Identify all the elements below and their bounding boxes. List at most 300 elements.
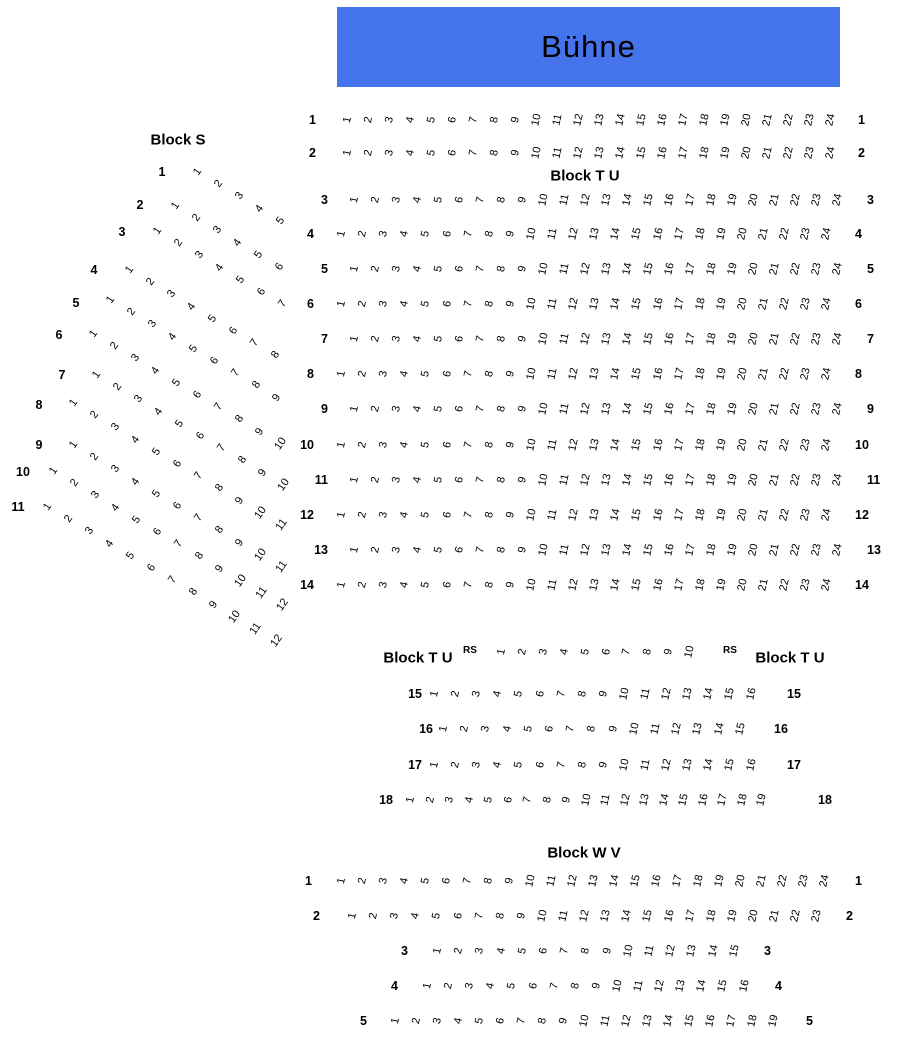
seat-number: 13 bbox=[587, 507, 602, 523]
seat-number: 1 bbox=[46, 464, 61, 477]
seat-number: 3 bbox=[131, 393, 145, 406]
seat-number: 2 bbox=[171, 236, 186, 249]
seat-number: 4 bbox=[411, 195, 425, 205]
seat-number: 1 bbox=[150, 224, 165, 237]
seat-number: 10 bbox=[617, 686, 632, 702]
seat-number: 9 bbox=[600, 946, 614, 956]
seat-number: 6 bbox=[453, 404, 467, 414]
seat-number: 3 bbox=[232, 190, 246, 203]
seat-number: 15 bbox=[727, 943, 742, 959]
seat-number: 6 bbox=[537, 946, 551, 956]
seat-number: 8 bbox=[482, 299, 496, 309]
seat-number: 1 bbox=[335, 369, 349, 379]
seat-number: 1 bbox=[335, 510, 349, 520]
seat-number: 5 bbox=[425, 148, 439, 158]
seat-number: 19 bbox=[718, 145, 733, 161]
seat-number: 15 bbox=[629, 437, 645, 453]
seat-number: 2 bbox=[189, 211, 204, 224]
seat-number: 2 bbox=[362, 148, 376, 158]
seat-number: 8 bbox=[192, 550, 206, 563]
seat-number: 13 bbox=[684, 943, 700, 959]
seat-number: 5 bbox=[419, 229, 433, 239]
seat-number: 19 bbox=[754, 792, 769, 808]
row-label-right: 8 bbox=[855, 366, 862, 381]
seat-number: 23 bbox=[809, 401, 824, 417]
seat-number: 6 bbox=[440, 580, 454, 590]
seat-number: 21 bbox=[756, 226, 771, 242]
seat-number: 23 bbox=[809, 261, 824, 277]
seat-number: 19 bbox=[725, 192, 740, 208]
seat-number: 14 bbox=[608, 296, 623, 312]
row-label-left: 10 bbox=[300, 437, 314, 452]
seat-number: 15 bbox=[641, 192, 656, 208]
row-label-left: 14 bbox=[300, 577, 314, 592]
seat-number: 10 bbox=[523, 873, 538, 889]
seat-number: 15 bbox=[682, 1013, 697, 1029]
row-label-left: 8 bbox=[307, 366, 314, 381]
seat-number: 20 bbox=[746, 542, 761, 558]
seat-number: 1 bbox=[335, 876, 349, 886]
seat-number: 12 bbox=[578, 472, 593, 488]
seat-number: 12 bbox=[571, 112, 586, 128]
seat-number: 5 bbox=[432, 475, 446, 485]
seat-number: 14 bbox=[701, 757, 716, 773]
seat-number: 11 bbox=[556, 909, 571, 923]
row-label-left: 13 bbox=[314, 542, 328, 557]
seat-number: 23 bbox=[809, 472, 824, 488]
seat-number: 14 bbox=[620, 401, 635, 417]
seat-number: 3 bbox=[164, 288, 178, 301]
seat-number: 9 bbox=[516, 475, 530, 485]
seat-number: 17 bbox=[683, 261, 698, 277]
seat-number: 12 bbox=[659, 757, 674, 773]
seat-number: 5 bbox=[274, 214, 288, 227]
seat-number: 11 bbox=[545, 508, 560, 522]
seat-number: 11 bbox=[544, 874, 559, 888]
seat-number: 18 bbox=[704, 401, 719, 417]
seat-number: 4 bbox=[491, 689, 505, 699]
row-label-right: 4 bbox=[855, 226, 862, 241]
seat-number: 17 bbox=[671, 507, 687, 523]
seat-number: 3 bbox=[108, 421, 122, 434]
seat-number: 10 bbox=[536, 401, 551, 417]
seat-number: 22 bbox=[788, 192, 803, 208]
seat-number: 21 bbox=[767, 331, 782, 347]
seat-number: 12 bbox=[578, 331, 593, 347]
seat-number: 2 bbox=[356, 299, 370, 309]
seat-number: 10 bbox=[524, 437, 539, 453]
seat-number: 1 bbox=[66, 438, 81, 451]
seat-number: 4 bbox=[452, 1016, 466, 1026]
seat-number: 9 bbox=[516, 545, 530, 555]
seat-number: 18 bbox=[691, 873, 706, 889]
seat-number: 17 bbox=[670, 873, 685, 889]
seat-number: 22 bbox=[777, 577, 792, 593]
row-label-right: 2 bbox=[858, 145, 865, 160]
seat-number: 20 bbox=[739, 112, 754, 128]
row-label-right: 3 bbox=[867, 192, 874, 207]
row-label-left: 1 bbox=[158, 164, 166, 179]
row-label-right: 2 bbox=[846, 908, 853, 923]
seat-number: 3 bbox=[377, 510, 391, 520]
seat-number: 5 bbox=[425, 115, 439, 125]
seat-number: 8 bbox=[495, 334, 509, 344]
seat-number: 8 bbox=[575, 760, 589, 770]
seat-number: 16 bbox=[661, 908, 677, 924]
seat-number: 22 bbox=[788, 542, 803, 558]
seat-number: 15 bbox=[641, 542, 656, 558]
seat-number: 23 bbox=[809, 908, 824, 924]
seat-number: 22 bbox=[788, 261, 803, 277]
seat-number: 2 bbox=[423, 795, 437, 805]
row-label-right: 14 bbox=[855, 577, 869, 592]
seat-number: 3 bbox=[383, 115, 397, 125]
seat-number: 24 bbox=[830, 331, 845, 347]
seat-number: 5 bbox=[432, 334, 446, 344]
seat-number: 19 bbox=[714, 437, 729, 453]
seat-number: 7 bbox=[467, 148, 481, 158]
seat-number: 4 bbox=[409, 911, 423, 921]
seat-number: 17 bbox=[671, 296, 687, 312]
row-label-left: 18 bbox=[379, 792, 393, 807]
seat-number: 6 bbox=[451, 911, 465, 921]
seat-number: 9 bbox=[516, 195, 530, 205]
seat-number: 14 bbox=[661, 1013, 676, 1029]
seat-number: 13 bbox=[592, 112, 607, 128]
seat-number: 15 bbox=[634, 112, 649, 128]
seat-number: 9 bbox=[589, 981, 603, 991]
seat-number: 20 bbox=[746, 331, 761, 347]
seat-number: 8 bbox=[488, 148, 502, 158]
seat-number: 15 bbox=[715, 978, 731, 994]
seat-number: 7 bbox=[474, 545, 488, 555]
seat-number: 8 bbox=[495, 404, 509, 414]
seat-number: 22 bbox=[788, 908, 803, 924]
seat-number: 3 bbox=[536, 647, 550, 657]
seat-number: 1 bbox=[348, 334, 362, 344]
seat-number: 6 bbox=[207, 354, 222, 367]
seat-number: 24 bbox=[819, 577, 834, 593]
seat-number: 16 bbox=[650, 507, 666, 523]
seat-number: 11 bbox=[631, 979, 646, 993]
seat-number: 3 bbox=[390, 475, 404, 485]
seat-number: 11 bbox=[638, 758, 653, 772]
seat-number: 12 bbox=[578, 261, 593, 277]
seat-number: 2 bbox=[107, 339, 122, 352]
seat-number: 3 bbox=[390, 404, 404, 414]
seat-number: 10 bbox=[578, 792, 594, 808]
seat-number: 15 bbox=[629, 507, 645, 523]
seat-number: 7 bbox=[467, 115, 481, 125]
row-label-left: 4 bbox=[307, 226, 314, 241]
seat-number: 5 bbox=[150, 445, 164, 458]
row-label-left: 7 bbox=[58, 367, 66, 382]
seat-number: 11 bbox=[557, 193, 572, 207]
seat-number: 9 bbox=[503, 876, 517, 886]
seat-number: 5 bbox=[419, 876, 433, 886]
seat-number: 6 bbox=[254, 285, 269, 298]
seat-number: 17 bbox=[676, 145, 691, 161]
row-label-left: 12 bbox=[300, 507, 314, 522]
seat-number: 9 bbox=[596, 760, 610, 770]
seat-number: 7 bbox=[461, 299, 475, 309]
seat-number: 18 bbox=[697, 112, 712, 128]
row-label-left: 6 bbox=[55, 327, 63, 342]
seat-number: 22 bbox=[788, 331, 803, 347]
seat-number: 7 bbox=[461, 876, 475, 886]
block-tu-title: Block T U bbox=[550, 167, 620, 185]
seat-number: 16 bbox=[655, 112, 670, 128]
seat-number: 5 bbox=[419, 369, 433, 379]
seat-number: 18 bbox=[704, 908, 719, 924]
seat-number: 22 bbox=[777, 296, 792, 312]
seat-number: 7 bbox=[461, 440, 475, 450]
seat-number: 21 bbox=[767, 542, 782, 558]
row-label-left: 9 bbox=[35, 437, 43, 452]
seat-number: 16 bbox=[662, 472, 677, 488]
seat-number: 2 bbox=[356, 580, 370, 590]
seat-number: 14 bbox=[608, 366, 623, 382]
seat-number: 8 bbox=[268, 349, 282, 362]
seat-number: 14 bbox=[608, 226, 623, 242]
seat-number: 6 bbox=[440, 369, 454, 379]
seat-number: 23 bbox=[802, 145, 817, 161]
seat-number: 11 bbox=[247, 620, 264, 637]
seat-number: 13 bbox=[680, 757, 695, 773]
seat-number: 23 bbox=[798, 366, 813, 382]
seat-number: 2 bbox=[124, 305, 139, 318]
seat-number: 9 bbox=[256, 466, 270, 479]
seat-number: 11 bbox=[545, 578, 560, 592]
seat-number: 14 bbox=[620, 331, 635, 347]
seat-number: 12 bbox=[619, 1013, 634, 1029]
seat-number: 2 bbox=[356, 876, 370, 886]
seat-number: 18 bbox=[693, 366, 708, 382]
seat-number: 1 bbox=[421, 981, 435, 991]
seat-number: 5 bbox=[419, 510, 433, 520]
seat-number: 8 bbox=[495, 475, 509, 485]
seat-number: 10 bbox=[524, 366, 539, 382]
row-label-right: 4 bbox=[775, 978, 782, 993]
seat-number: 11 bbox=[545, 227, 560, 241]
seat-number: 23 bbox=[798, 437, 813, 453]
seat-number: 10 bbox=[536, 261, 551, 277]
seat-number: 12 bbox=[669, 721, 684, 737]
seat-number: 2 bbox=[87, 408, 102, 421]
seat-number: 16 bbox=[703, 1013, 718, 1029]
seat-number: 11 bbox=[557, 402, 572, 416]
seat-number: 24 bbox=[830, 542, 845, 558]
seat-number: 19 bbox=[725, 331, 740, 347]
seat-number: 16 bbox=[655, 145, 670, 161]
seat-number: 4 bbox=[149, 364, 163, 377]
row-label-left: 11 bbox=[11, 499, 25, 514]
seat-number: 21 bbox=[767, 908, 782, 924]
seat-number: 1 bbox=[341, 148, 355, 158]
seat-number: 9 bbox=[516, 264, 530, 274]
seat-number: 24 bbox=[830, 261, 845, 277]
seat-number: 10 bbox=[682, 644, 697, 660]
seat-number: 18 bbox=[745, 1013, 760, 1029]
seat-number: 10 bbox=[536, 542, 551, 558]
seat-number: 3 bbox=[463, 981, 477, 991]
seat-number: 4 bbox=[152, 405, 166, 418]
row-label-left: 16 bbox=[419, 721, 433, 736]
seat-number: 2 bbox=[442, 981, 456, 991]
seat-number: 6 bbox=[494, 1016, 508, 1026]
seat-number: 24 bbox=[823, 112, 838, 128]
seat-number: 2 bbox=[356, 510, 370, 520]
seat-number: 4 bbox=[411, 475, 425, 485]
seat-number: 10 bbox=[535, 908, 550, 924]
seat-number: 6 bbox=[226, 324, 241, 337]
seat-number: 9 bbox=[270, 391, 284, 404]
seat-number: 14 bbox=[608, 437, 623, 453]
seat-number: 6 bbox=[599, 647, 613, 657]
seat-number: 3 bbox=[377, 876, 391, 886]
seat-number: 20 bbox=[735, 437, 750, 453]
seat-number: 8 bbox=[540, 795, 554, 805]
seat-number: 5 bbox=[234, 273, 248, 286]
seat-number: 9 bbox=[503, 510, 517, 520]
seat-number: 5 bbox=[419, 299, 433, 309]
seat-number: 1 bbox=[86, 327, 101, 340]
seat-number: 1 bbox=[341, 115, 355, 125]
seat-number: 11 bbox=[598, 793, 613, 807]
seat-number: 8 bbox=[212, 482, 226, 495]
seat-number: 7 bbox=[547, 981, 561, 991]
seat-number: 22 bbox=[781, 112, 796, 128]
seat-number: 1 bbox=[40, 500, 55, 513]
seat-number: 18 bbox=[704, 331, 719, 347]
seat-number: 1 bbox=[348, 195, 362, 205]
seat-number: 5 bbox=[512, 689, 526, 699]
seat-number: 7 bbox=[474, 475, 488, 485]
seat-number: 23 bbox=[802, 112, 817, 128]
seat-number: 17 bbox=[724, 1013, 739, 1029]
seat-number: 1 bbox=[122, 263, 137, 276]
seat-number: 16 bbox=[662, 331, 677, 347]
seat-number: 8 bbox=[482, 369, 496, 379]
seat-number: 18 bbox=[704, 192, 719, 208]
row-label-left: 2 bbox=[309, 145, 316, 160]
seat-number: 10 bbox=[617, 757, 632, 773]
seat-number: 1 bbox=[428, 760, 442, 770]
seat-number: 4 bbox=[404, 148, 418, 158]
seat-number: 13 bbox=[599, 542, 614, 558]
seat-number: 5 bbox=[578, 647, 592, 657]
seat-number: 4 bbox=[557, 647, 571, 657]
seat-number: 7 bbox=[211, 400, 226, 413]
seat-number: 3 bbox=[388, 911, 402, 921]
seat-number: 15 bbox=[722, 686, 738, 702]
seat-number: 2 bbox=[356, 229, 370, 239]
seat-number: 6 bbox=[440, 876, 454, 886]
seat-number: 2 bbox=[356, 440, 370, 450]
seat-number: 15 bbox=[641, 331, 656, 347]
seat-number: 14 bbox=[620, 192, 635, 208]
seat-number: 17 bbox=[683, 401, 698, 417]
seat-number: 13 bbox=[673, 978, 688, 994]
seat-number: 20 bbox=[746, 261, 761, 277]
seat-number: 1 bbox=[437, 724, 451, 734]
seat-number: 9 bbox=[557, 1016, 571, 1026]
seat-number: 20 bbox=[746, 192, 761, 208]
block-tu-rear-left-title: Block T U bbox=[383, 649, 453, 667]
seat-number: 8 bbox=[186, 586, 200, 599]
seat-number: 6 bbox=[440, 510, 454, 520]
seat-number: 6 bbox=[526, 981, 540, 991]
seat-number: 5 bbox=[432, 545, 446, 555]
seat-number: 24 bbox=[830, 192, 845, 208]
row-label-right: 15 bbox=[787, 686, 801, 701]
seat-number: 3 bbox=[470, 760, 484, 770]
seat-number: 10 bbox=[610, 978, 625, 994]
seat-number: 15 bbox=[640, 908, 656, 924]
seat-number: 13 bbox=[640, 1013, 655, 1029]
seat-number: 12 bbox=[652, 978, 667, 994]
row-label-left: 6 bbox=[307, 296, 314, 311]
seat-number: 1 bbox=[389, 1016, 403, 1026]
block-s-title: Block S bbox=[150, 131, 206, 149]
seat-number: 6 bbox=[193, 429, 208, 442]
seat-number: 11 bbox=[550, 146, 565, 160]
seat-number: 6 bbox=[453, 334, 467, 344]
row-label-right: 11 bbox=[867, 472, 881, 487]
seat-number: 10 bbox=[275, 476, 293, 493]
seat-number: 6 bbox=[440, 229, 454, 239]
seat-number: 12 bbox=[577, 908, 592, 924]
seat-number: 8 bbox=[585, 724, 599, 734]
seat-number: 9 bbox=[606, 724, 620, 734]
seat-number: 15 bbox=[629, 226, 645, 242]
seat-number: 4 bbox=[398, 369, 412, 379]
seat-number: 14 bbox=[608, 577, 623, 593]
block-wv-title: Block W V bbox=[547, 844, 621, 862]
seat-number: 21 bbox=[760, 145, 775, 161]
seat-number: 22 bbox=[777, 507, 792, 523]
seat-number: 4 bbox=[231, 236, 245, 249]
seat-number: 10 bbox=[226, 608, 244, 625]
seat-number: 12 bbox=[565, 873, 580, 889]
seat-number: 5 bbox=[473, 1016, 487, 1026]
seat-number: 13 bbox=[599, 261, 614, 277]
seat-number: 5 bbox=[419, 440, 433, 450]
seat-number: 3 bbox=[443, 795, 457, 805]
seat-number: 3 bbox=[108, 463, 122, 476]
row-label-left: 11 bbox=[314, 472, 328, 487]
seat-number: 23 bbox=[809, 331, 824, 347]
seat-number: 2 bbox=[458, 724, 472, 734]
seat-number: 2 bbox=[449, 760, 463, 770]
seat-number: 6 bbox=[453, 195, 467, 205]
seat-number: 21 bbox=[756, 507, 771, 523]
seat-number: 5 bbox=[173, 417, 187, 430]
seat-number: 4 bbox=[411, 334, 425, 344]
seat-number: 9 bbox=[516, 404, 530, 414]
seat-number: 15 bbox=[634, 145, 649, 161]
seat-number: 8 bbox=[495, 545, 509, 555]
seat-number: 6 bbox=[144, 561, 159, 574]
seat-number: 2 bbox=[452, 946, 466, 956]
seat-number: 11 bbox=[557, 262, 572, 276]
seat-number: 16 bbox=[650, 366, 666, 382]
seat-number: 6 bbox=[453, 264, 467, 274]
seat-number: 7 bbox=[521, 795, 535, 805]
seat-number: 10 bbox=[536, 331, 551, 347]
seat-number: 8 bbox=[641, 647, 655, 657]
seat-number: 17 bbox=[683, 192, 698, 208]
